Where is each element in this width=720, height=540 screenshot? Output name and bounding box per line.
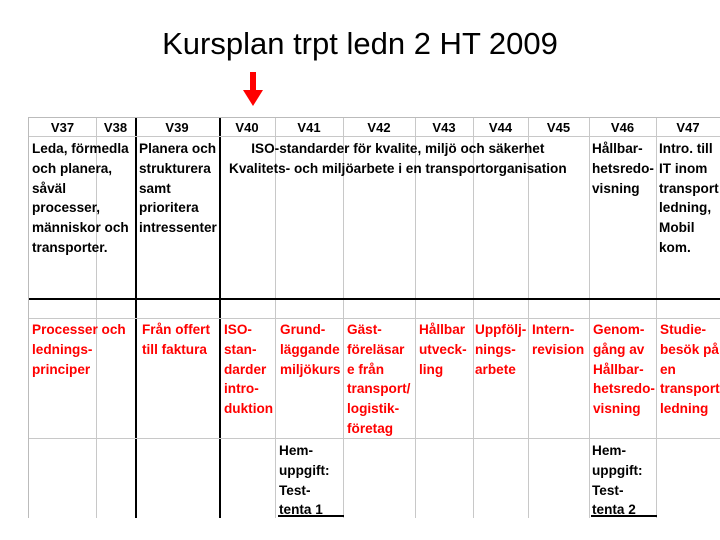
cell-processer: Processer och lednings- principer <box>32 322 126 377</box>
cell-hemuppgift-1: Hem- uppgift: Test- tenta 1 <box>279 443 330 518</box>
cell-grund: Grund- läggande miljökurs <box>280 322 341 377</box>
cell-fran-offert: Från offert till faktura <box>142 322 210 357</box>
cell-hemuppgift-2: Hem- uppgift: Test- tenta 2 <box>592 443 643 518</box>
cell-genomgang: Genom- gång av Hållbar- hetsredo- visning <box>593 322 655 417</box>
week-header: V42 <box>367 120 391 135</box>
down-arrow-icon <box>243 72 263 106</box>
cell-studiebesok: Studie- besök på en transport ledning <box>660 322 720 417</box>
course-schedule-table <box>28 117 720 518</box>
page-title: Kursplan trpt ledn 2 HT 2009 <box>162 26 558 61</box>
week-header: V44 <box>488 120 513 135</box>
week-header: V45 <box>546 120 571 135</box>
underline <box>591 515 657 517</box>
grid-line <box>29 318 720 319</box>
grid-line <box>29 298 720 300</box>
cell-intro-it: Intro. till IT inom transport ledning, Mobil kom. <box>659 141 719 255</box>
week-header: V43 <box>432 120 456 135</box>
cell-hallbarhet: Hållbar- hetsredo- visning <box>592 141 654 196</box>
week-header: V37 <box>50 120 75 135</box>
grid-line <box>29 136 720 137</box>
week-header: V41 <box>297 120 321 135</box>
week-header: V38 <box>103 120 128 135</box>
underline <box>278 515 344 517</box>
cell-gast: Gäst- föreläsar e från transport/ logistik- företag <box>347 322 411 436</box>
week-header: V47 <box>676 120 700 135</box>
cell-iso-standarder: ISO-standarder för kvalite, miljö och säkerhet Kvalitets- och miljöarbete i en transportorganisation <box>229 141 567 176</box>
cell-planera: Planera och strukturera samt prioritera intressenter <box>139 141 217 236</box>
cell-hallbar-utv: Hållbar utveck- ling <box>419 322 467 377</box>
week-header: V40 <box>235 120 259 135</box>
cell-iso-intro: ISO- stan- darder intro- duktion <box>224 322 274 417</box>
cell-uppfolj: Uppfölj- nings- arbete <box>475 322 527 377</box>
week-header: V39 <box>165 120 189 135</box>
cell-leda: Leda, förmedla och planera, såväl processer, människor och transporter. <box>32 141 129 255</box>
cell-intern: Intern- revision <box>532 322 585 357</box>
week-header: V46 <box>610 120 635 135</box>
